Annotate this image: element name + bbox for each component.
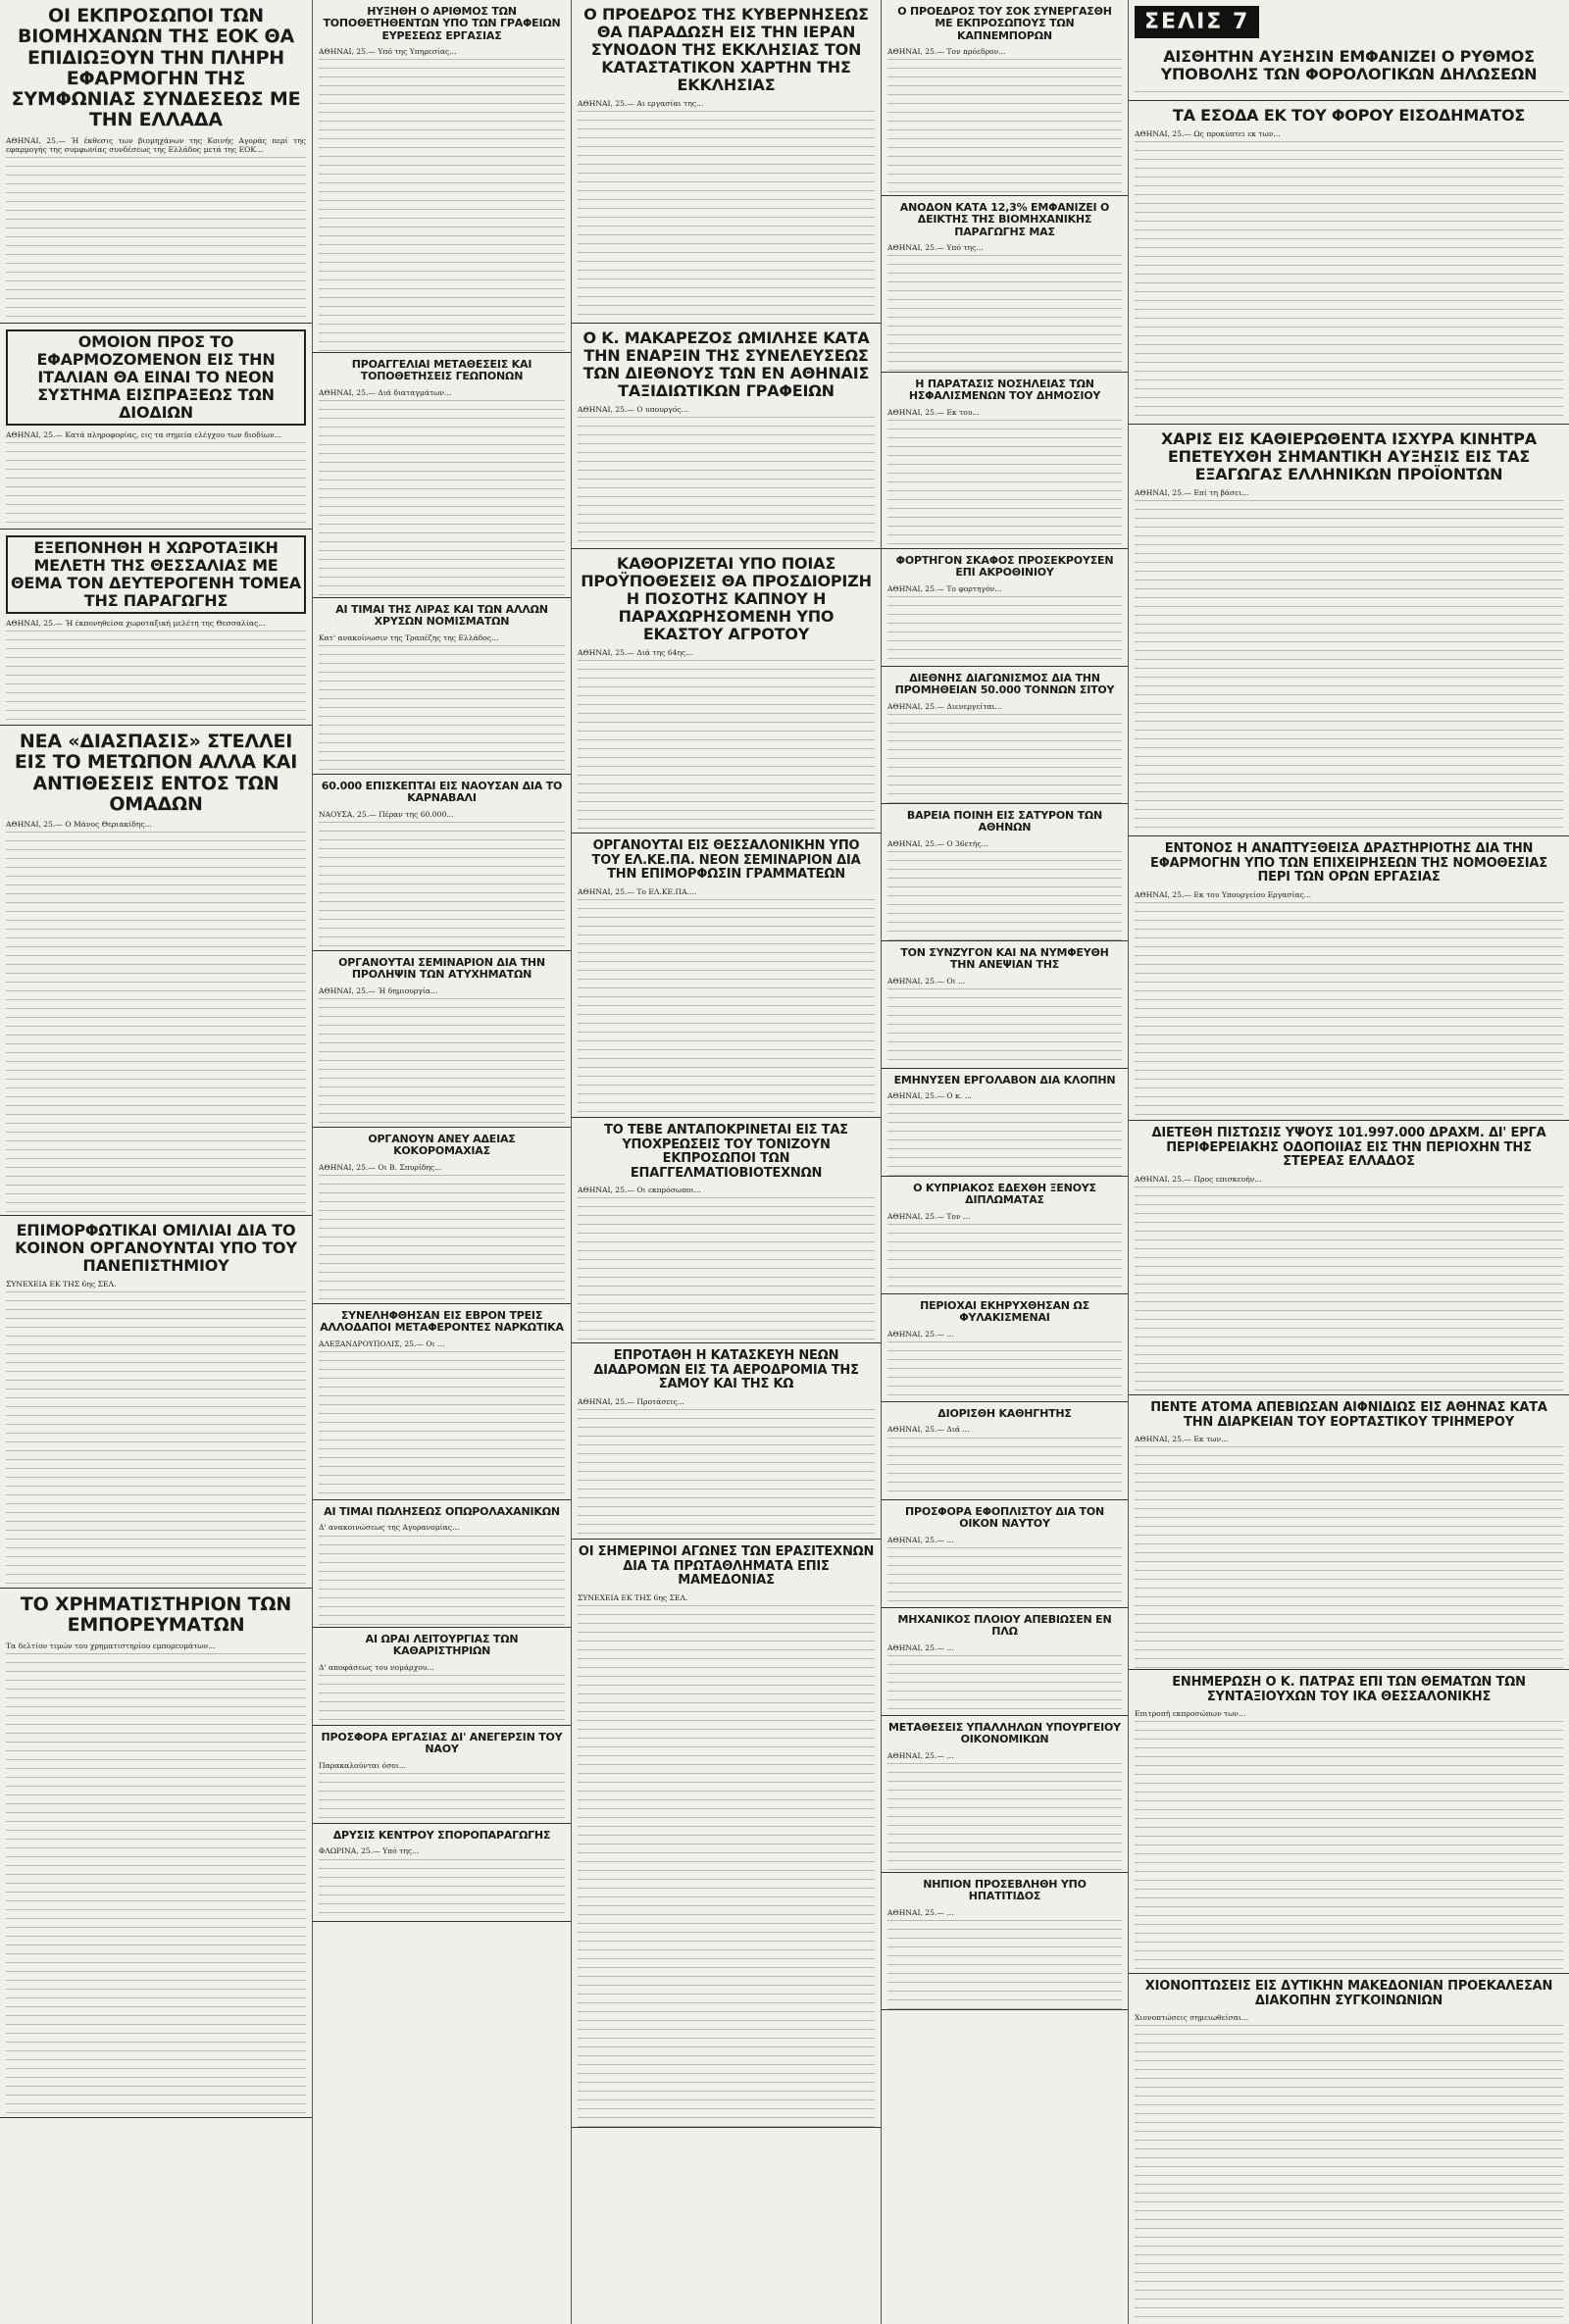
body-text-lines — [578, 1406, 875, 1540]
body-text-lines — [6, 1288, 306, 1589]
news-article — [313, 1500, 571, 1628]
article-lead: ΑΘΗΝΑΙ, 25.— Εκ των... — [1135, 1435, 1229, 1444]
article-lead: ΑΘΗΝΑΙ, 25.— ... — [887, 1642, 954, 1652]
body-text-lines — [887, 985, 1122, 1069]
headline: 60.000 ΕΠΙΣΚΕΠΤΑΙ ΕΙΣ ΝΑΟΥΣΑΝ ΔΙΑ ΤΟ ΚΑΡΝΑΒΑΛΙ — [321, 780, 563, 805]
news-article — [572, 834, 881, 1118]
headline: ΤΟ ΤΕΒΕ ΑΝΤΑΠΟΚΡΙΝΕΤΑΙ ΕΙΣ ΤΑΣ ΥΠΟΧΡΕΩΣΕΙΣ ΤΟΥ ΤΟΝΙΖΟΥΝ ΕΚΠΡΟΣΩΠΟΙ ΤΩΝ ΕΠΑΓΓΕΛΜΑΤΙΟΒΙΟΤΕΧΝΩΝ — [604, 1123, 848, 1181]
headline: ΝΗΠΙΟΝ ΠΡΟΣΕΒΛΗΘΗ ΥΠΟ ΗΠΑΤΙΤΙΔΟΣ — [923, 1878, 1087, 1903]
body-text-lines — [319, 1770, 565, 1824]
column-1 — [0, 0, 312, 2324]
news-article — [313, 1128, 571, 1304]
article-lead: Παρακαλούνται όσοι... — [319, 1760, 407, 1770]
news-article — [1129, 42, 1569, 101]
article-lead: ΑΘΗΝΑΙ, 25.— Υπό της Υπηρεσίας... — [319, 46, 457, 56]
news-article — [882, 1716, 1128, 1873]
headline: ΠΡΟΣΦΟΡΑ ΕΦΟΠΛΙΣΤΟΥ ΔΙΑ ΤΟΝ ΟΙΚΟΝ ΝΑΥΤΟΥ — [904, 1505, 1105, 1531]
body-text-lines — [887, 1544, 1122, 1608]
news-article — [882, 1402, 1128, 1500]
body-text-lines — [887, 711, 1122, 804]
body-text-lines — [319, 642, 565, 775]
article-lead: Τα δελτίον τιμών του χρηματιστηρίου εμπορευμάτων... — [6, 1641, 216, 1650]
body-text-lines — [578, 414, 875, 549]
news-article — [572, 1343, 881, 1540]
headline: ΣΥΝΕΛΗΦΘΗΣΑΝ ΕΙΣ ΕΒΡΟΝ ΤΡΕΙΣ ΑΛΛΟΔΑΠΟΙ ΜΕΤΑΦΕΡΟΝΤΕΣ ΝΑΡΚΩΤΙΚΑ — [320, 1309, 564, 1335]
news-article — [882, 804, 1128, 941]
article-lead: ΑΘΗΝΑΙ, 25.— Τον ... — [887, 1211, 971, 1221]
headline: ΑΙ ΩΡΑΙ ΛΕΙΤΟΥΡΓΙΑΣ ΤΩΝ ΚΑΘΑΡΙΣΤΗΡΙΩΝ — [365, 1633, 519, 1658]
body-text-lines — [6, 154, 306, 324]
news-article — [572, 1118, 881, 1343]
article-lead: ΑΘΗΝΑΙ, 25.— Ή έκπονηθείσα χωροταξική μελέτη της Θεσσαλίας... — [6, 618, 266, 628]
article-lead: ΑΘΗΝΑΙ, 25.— Οι ... — [887, 976, 966, 985]
body-text-lines — [887, 417, 1122, 549]
article-lead: ΑΘΗΝΑΙ, 25.— Αι εργασίαι της... — [578, 98, 704, 108]
news-article — [0, 530, 312, 726]
headline: ΦΟΡΤΗΓΟΝ ΣΚΑΦΟΣ ΠΡΟΣΕΚΡΟΥΣΕΝ ΕΠΙ ΑΚΡΟΘΙΝΙΟΥ — [895, 554, 1114, 580]
headline: ΟΡΓΑΝΟΥΤΑΙ ΣΕΜΙΝΑΡΙΟΝ ΔΙΑ ΤΗΝ ΠΡΟΛΗΨΙΝ ΤΩΝ ΑΤΥΧΗΜΑΤΩΝ — [338, 956, 545, 982]
body-text-lines — [319, 1533, 565, 1628]
news-article — [313, 598, 571, 775]
body-text-lines — [887, 252, 1122, 373]
body-text-lines — [887, 593, 1122, 667]
headline: ΜΗΧΑΝΙΚΟΣ ΠΛΟΙΟΥ ΑΠΕΒΙΩΣΕΝ ΕΝ ΠΛΩ — [897, 1613, 1112, 1639]
body-text-lines — [887, 56, 1122, 196]
news-article — [882, 373, 1128, 549]
article-lead: ΑΘΗΝΑΙ, 25.— ... — [887, 1329, 954, 1339]
headline: ΕΞΕΠΟΝΗΘΗ Η ΧΩΡΟΤΑΞΙΚΗ ΜΕΛΕΤΗ ΤΗΣ ΘΕΣΣΑΛΙΑΣ ΜΕ ΘΕΜΑ ΤΟΝ ΔΕΥΤΕΡΟΓΕΝΗ ΤΟΜΕΑ ΤΗΣ ΠΑΡΑΓΩΓΗΣ — [6, 535, 306, 614]
news-article — [1129, 836, 1569, 1121]
headline: ΜΕΤΑΘΕΣΕΙΣ ΥΠΑΛΛΗΛΩΝ ΥΠΟΥΡΓΕΙΟΥ ΟΙΚΟΝΟΜΙΚΩΝ — [888, 1721, 1121, 1746]
body-text-lines — [6, 1650, 306, 2118]
article-lead: ΑΘΗΝΑΙ, 25.— ... — [887, 1535, 954, 1544]
news-article — [0, 0, 312, 324]
headline: ΠΕΡΙΟΧΑΙ ΕΚΗΡΥΧΘΗΣΑΝ ΩΣ ΦΥΛΑΚΙΣΜΕΝΑΙ — [920, 1299, 1089, 1325]
news-article — [882, 196, 1128, 373]
body-text-lines — [6, 829, 306, 1216]
body-text-lines — [319, 1172, 565, 1304]
article-lead: ΑΘΗΝΑΙ, 25.— Υπό της... — [887, 242, 984, 252]
headline: ΕΠΡΟΤΑΘΗ Η ΚΑΤΑΣΚΕΥΗ ΝΕΩΝ ΔΙΑΔΡΟΜΩΝ ΕΙΣ ΤΑ ΑΕΡΟΔΡΟΜΙΑ ΤΗΣ ΣΑΜΟΥ ΚΑΙ ΤΗΣ ΚΩ — [593, 1348, 859, 1392]
news-article — [572, 0, 881, 324]
headline: ΑΙ ΤΙΜΑΙ ΤΗΣ ΛΙΡΑΣ ΚΑΙ ΤΩΝ ΑΛΛΩΝ ΧΡΥΣΩΝ ΝΟΜΙΣΜΑΤΩΝ — [335, 603, 548, 629]
news-article — [882, 1500, 1128, 1608]
headline: ΚΑΘΟΡΙΖΕΤΑΙ ΥΠΟ ΠΟΙΑΣ ΠΡΟΫΠΟΘΕΣΕΙΣ ΘΑ ΠΡΟΣΔΙΟΡΙΖΗ Η ΠΟΣΟΤΗΣ ΚΑΠΝΟΥ Η ΠΑΡΑΧΩΡΗΣΟΜΕΝΗ ΥΠΟ ΕΚΑΣΤΟΥ ΑΓΡΟΤΟΥ — [581, 554, 872, 643]
headline: ΠΡΟΣΦΟΡΑ ΕΡΓΑΣΙΑΣ ΔΙ' ΑΝΕΓΕΡΣΙΝ ΤΟΥ ΝΑΟΥ — [321, 1731, 563, 1756]
body-text-lines — [887, 1652, 1122, 1716]
headline: ΑΙ ΤΙΜΑΙ ΠΩΛΗΣΕΩΣ ΟΠΩΡΟΛΑΧΑΝΙΚΩΝ — [324, 1505, 560, 1518]
article-lead: ΑΘΗΝΑΙ, 25.— Προτάσεις... — [578, 1396, 684, 1406]
news-article — [882, 0, 1128, 196]
body-text-lines — [887, 1760, 1122, 1873]
body-text-lines — [319, 1672, 565, 1726]
headline: Ο ΠΡΟΕΔΡΟΣ ΤΗΣ ΚΥΒΕΡΝΗΣΕΩΣ ΘΑ ΠΑΡΑΔΩΣΗ ΕΙΣ ΤΗΝ ΙΕΡΑΝ ΣΥΝΟΔΟΝ ΤΗΣ ΕΚΚΛΗΣΙΑΣ ΤΟΝ ΚΑΤΑΣΤΑΤΙΚΟΝ ΧΑΡΤΗΝ ΤΗΣ ΕΚΚΛΗΣΙΑΣ — [583, 5, 869, 94]
body-text-lines — [887, 1221, 1122, 1294]
headline: ΗΥΞΗΘΗ Ο ΑΡΙΘΜΟΣ ΤΩΝ ΤΟΠΟΘΕΤΗΘΕΝΤΩΝ ΥΠΟ ΤΩΝ ΓΡΑΦΕΙΩΝ ΕΥΡΕΣΕΩΣ ΕΡΓΑΣΙΑΣ — [323, 5, 561, 42]
news-article — [1129, 1670, 1569, 1974]
article-lead: ΣΥΝΕΧΕΙΑ ΕΚ ΤΗΣ 6ης ΣΕΛ. — [6, 1279, 117, 1288]
headline: ΟΙ ΕΚΠΡΟΣΩΠΟΙ ΤΩΝ ΒΙΟΜΗΧΑΝΩΝ ΤΗΣ ΕΟΚ ΘΑ ΕΠΙΔΙΩΞΟΥΝ ΤΗΝ ΠΛΗΡΗ ΕΦΑΡΜΟΓΗΝ ΤΗΣ ΣΥΜΦΩΝΙΑΣ ΣΥΝΔΕΣΕΩΣ ΜΕ ΤΗΝ ΕΛΛΑΔΑ — [11, 5, 301, 131]
body-text-lines — [887, 848, 1122, 941]
news-article — [882, 1294, 1128, 1402]
headline: ΟΡΓΑΝΟΥΝ ΑΝΕΥ ΑΔΕΙΑΣ ΚΟΚΟΡΟΜΑΧΙΑΣ — [368, 1133, 516, 1158]
article-lead: ΑΘΗΝΑΙ, 25.— Οι εκπρόσωποι... — [578, 1186, 701, 1195]
headline: ΟΡΓΑΝΟΥΤΑΙ ΕΙΣ ΘΕΣΣΑΛΟΝΙΚΗΝ ΥΠΟ ΤΟΥ ΕΛ.ΚΕ.ΠΑ. ΝΕΟΝ ΣΕΜΙΝΑΡΙΟΝ ΔΙΑ ΤΗΝ ΕΠΙΜΟΡΦΩΣΙΝ ΓΡΑΜΜΑΤΕΩΝ — [591, 838, 861, 883]
body-text-lines — [319, 995, 565, 1128]
news-article — [313, 0, 571, 353]
article-lead: ΑΘΗΝΑΙ, 25.— Το φορτηγόν... — [887, 583, 1002, 593]
article-lead: ΑΘΗΝΑΙ, 25.— Ο 36ετής... — [887, 838, 988, 848]
body-text-lines — [319, 819, 565, 951]
news-article — [0, 1216, 312, 1589]
news-article — [0, 1589, 312, 2118]
body-text-lines — [319, 1348, 565, 1500]
body-text-lines — [1135, 497, 1563, 836]
article-lead: ΑΘΗΝΑΙ, 25.— Διενεργείται... — [887, 701, 1002, 711]
column-4 — [882, 0, 1128, 2324]
body-text-lines — [1135, 1184, 1563, 1395]
headline: ΕΝΤΟΝΟΣ Η ΑΝΑΠΤΥΞΘΕΙΣΑ ΔΡΑΣΤΗΡΙΟΤΗΣ ΔΙΑ ΤΗΝ ΕΦΑΡΜΟΓΗΝ ΥΠΟ ΤΩΝ ΕΠΙΧΕΙΡΗΣΕΩΝ ΤΗΣ ΝΟΜΟΘΕΣΙΑΣ ΠΕΡΙ ΤΩΝ ΟΡΩΝ ΕΡΓΑΣΙΑΣ — [1150, 841, 1547, 885]
headline: ΠΕΝΤΕ ΑΤΟΜΑ ΑΠΕΒΙΩΣΑΝ ΑΙΦΝΙΔΙΩΣ ΕΙΣ ΑΘΗΝΑΣ ΚΑΤΑ ΤΗΝ ΔΙΑΡΚΕΙΑΝ ΤΟΥ ΕΟΡΤΑΣΤΙΚΟΥ ΤΡΙΗΜΕΡΟΥ — [1150, 1400, 1547, 1430]
news-article — [882, 549, 1128, 667]
body-text-lines — [887, 1917, 1122, 2010]
article-lead: ΑΘΗΝΑΙ, 25.— Τον πρόεδρον... — [887, 46, 1006, 56]
body-text-lines — [319, 397, 565, 598]
news-article — [313, 1726, 571, 1824]
news-article — [0, 324, 312, 530]
body-text-lines — [887, 1339, 1122, 1402]
article-lead: ΑΘΗΝΑΙ, 25.— Εκ του Υπουργείου Εργασίας... — [1135, 889, 1312, 899]
article-lead: ΑΘΗΝΑΙ, 25.— Ο υπουργός... — [578, 404, 688, 414]
news-article — [1129, 101, 1569, 425]
news-article — [313, 1628, 571, 1726]
news-article — [0, 726, 312, 1216]
body-text-lines — [1135, 2022, 1563, 2324]
article-lead: ΑΘΗΝΑΙ, 25.— Ή δημιουργία... — [319, 985, 438, 995]
headline: ΠΡΟΑΓΓΕΛΙΑΙ ΜΕΤΑΘΕΣΕΙΣ ΚΑΙ ΤΟΠΟΘΕΤΗΣΕΙΣ ΓΕΩΠΟΝΩΝ — [351, 358, 532, 383]
article-lead: ΑΘΗΝΑΙ, 25.— ... — [887, 1907, 954, 1917]
body-text-lines — [578, 657, 875, 834]
news-article — [1129, 425, 1569, 836]
news-article — [882, 667, 1128, 804]
body-text-lines — [1135, 1443, 1563, 1670]
headline: ΔΡΥΣΙΣ ΚΕΝΤΡΟΥ ΣΠΟΡΟΠΑΡΑΓΩΓΗΣ — [332, 1829, 551, 1842]
article-lead: ΑΘΗΝΑΙ, 25.— Οι Β. Σπυρίδης... — [319, 1162, 442, 1172]
column-2 — [313, 0, 571, 2324]
headline: ΧΑΡΙΣ ΕΙΣ ΚΑΘΙΕΡΩΘΕΝΤΑ ΙΣΧΥΡΑ ΚΙΝΗΤΡΑ ΕΠΕΤΕΥΧΘΗ ΣΗΜΑΝΤΙΚΗ ΑΥΞΗΣΙΣ ΕΙΣ ΤΑΣ ΕΞΑΓΩΓΑΣ ΕΛΛΗΝΙΚΩΝ ΠΡΟΪΟΝΤΩΝ — [1161, 429, 1537, 483]
body-text-lines — [1135, 88, 1563, 101]
body-text-lines — [1135, 138, 1563, 425]
article-lead: ΦΛΩΡΙΝΑ, 25.— Υπό της... — [319, 1846, 420, 1856]
article-lead: ΑΘΗΝΑΙ, 25.— Επί τη βάσει... — [1135, 487, 1249, 497]
news-article — [313, 1304, 571, 1500]
column-5 — [1129, 0, 1569, 2324]
article-lead: ΑΘΗΝΑΙ, 25.— Προς επισκευήν... — [1135, 1174, 1262, 1184]
news-article — [1129, 1121, 1569, 1395]
article-lead: ΑΘΗΝΑΙ, 25.— Διά της 64ης... — [578, 647, 693, 657]
headline: ΔΙΕΤΕΘΗ ΠΙΣΤΩΣΙΣ ΥΨΟΥΣ 101.997.000 ΔΡΑΧΜ. ΔΙ' ΕΡΓΑ ΠΕΡΙΦΕΡΕΙΑΚΗΣ ΟΔΟΠΟΙΙΑΣ ΕΙΣ ΤΗΝ ΠΕΡΙΟΧΗΝ ΤΗΣ ΣΤΕΡΕΑΣ ΕΛΛΑΔΟΣ — [1151, 1126, 1546, 1170]
headline: ΕΜΗΝΥΣΕΝ ΕΡΓΟΛΑΒΟΝ ΔΙΑ ΚΛΟΠΗΝ — [893, 1074, 1116, 1086]
article-lead: ΑΘΗΝΑΙ, 25.— ... — [887, 1750, 954, 1760]
body-text-lines — [578, 1194, 875, 1343]
article-lead: ΑΛΕΞΑΝΔΡΟΥΠΟΛΙΣ, 25.— Οι ... — [319, 1339, 445, 1348]
headline: ΑΝΟΔΟΝ ΚΑΤΑ 12,3% ΕΜΦΑΝΙΖΕΙ Ο ΔΕΙΚΤΗΣ ΤΗΣ ΒΙΟΜΗΧΑΝΙΚΗΣ ΠΑΡΑΓΩΓΗΣ ΜΑΣ — [899, 201, 1110, 238]
headline: ΔΙΟΡΙΣΘΗ ΚΑΘΗΓΗΤΗΣ — [937, 1407, 1072, 1420]
news-article — [882, 941, 1128, 1069]
headline: ΟΙ ΣΗΜΕΡΙΝΟΙ ΑΓΩΝΕΣ ΤΩΝ ΕΡΑΣΙΤΕΧΝΩΝ ΔΙΑ ΤΑ ΠΡΩΤΑΘΛΗΜΑΤΑ ΕΠΙΣ ΜΑΜΕΔΟΝΙΑΣ — [578, 1544, 875, 1589]
headline: ΕΠΙΜΟΡΦΩΤΙΚΑΙ ΟΜΙΛΙΑΙ ΔΙΑ ΤΟ ΚΟΙΝΟΝ ΟΡΓΑΝΟΥΝΤΑΙ ΥΠΟ ΤΟΥ ΠΑΝΕΠΙΣΤΗΜΙΟΥ — [15, 1221, 297, 1275]
body-text-lines — [1135, 899, 1563, 1121]
news-article — [1129, 1395, 1569, 1670]
column-3 — [572, 0, 881, 2324]
headline: ΒΑΡΕΙΑ ΠΟΙΝΗ ΕΙΣ ΣΑΤΥΡΟΝ ΤΩΝ ΑΘΗΝΩΝ — [906, 809, 1103, 834]
body-text-lines — [6, 628, 306, 726]
news-article — [882, 1873, 1128, 2010]
news-article — [882, 1069, 1128, 1177]
article-lead: Επιτροπή εκπροσώπων των... — [1135, 1709, 1246, 1719]
news-article — [882, 1608, 1128, 1716]
headline: Ο ΚΥΠΡΙΑΚΟΣ ΕΔΕΧΘΗ ΞΕΝΟΥΣ ΔΙΠΛΩΜΑΤΑΣ — [913, 1182, 1096, 1207]
headline: Η ΠΑΡΑΤΑΣΙΣ ΝΟΣΗΛΕΙΑΣ ΤΩΝ ΗΣΦΑΛΙΣΜΕΝΩΝ ΤΟΥ ΔΗΜΟΣΙΟΥ — [908, 378, 1101, 403]
article-lead: ΑΘΗΝΑΙ, 25.— Κατά πληροφορίας, εις τα σημεία ελέγχου των διοδίων... — [6, 429, 281, 439]
body-text-lines — [578, 896, 875, 1118]
body-text-lines — [319, 1856, 565, 1922]
article-lead: Δ' ανακοινώσεως της Αγορανομίας... — [319, 1523, 460, 1533]
headline: ΝΕΑ «ΔΙΑΣΠΑΣΙΣ» ΣΤΕΛΛΕΙ ΕΙΣ ΤΟ ΜΕΤΩΠΟΝ ΑΛΛΑ ΚΑΙ ΑΝΤΙΘΕΣΕΙΣ ΕΝΤΟΣ ΤΩΝ ΟΜΑΔΩΝ — [14, 731, 298, 815]
news-article — [1129, 1974, 1569, 2324]
headline: Ο ΠΡΟΕΔΡΟΣ ΤΟΥ ΣΟΚ ΣΥΝΕΡΓΑΣΘΗ ΜΕ ΕΚΠΡΟΣΩΠΟΥΣ ΤΩΝ ΚΑΠΝΕΜΠΟΡΩΝ — [897, 5, 1112, 42]
headline: ΤΑ ΕΣΟΔΑ ΕΚ ΤΟΥ ΦΟΡΟΥ ΕΙΣΟΔΗΜΑΤΟΣ — [1172, 106, 1526, 125]
headline: ΔΙΕΘΝΗΣ ΔΙΑΓΩΝΙΣΜΟΣ ΔΙΑ ΤΗΝ ΠΡΟΜΗΘΕΙΑΝ 50.000 ΤΟΝΝΩΝ ΣΙΤΟΥ — [894, 672, 1115, 697]
article-lead: ΑΘΗΝΑΙ, 25.— Διά διαταγμάτων... — [319, 387, 452, 397]
headline: ΧΙΟΝΟΠΤΩΣΕΙΣ ΕΙΣ ΔΥΤΙΚΗΝ ΜΑΚΕΔΟΝΙΑΝ ΠΡΟΕΚΑΛΕΣΑΝ ΔΙΑΚΟΠΗΝ ΣΥΓΚΟΙΝΩΝΙΩΝ — [1144, 1979, 1553, 2008]
headline: ΕΝΗΜΕΡΩΣΗ Ο Κ. ΠΑΤΡΑΣ ΕΠΙ ΤΩΝ ΘΕΜΑΤΩΝ ΤΩΝ ΣΥΝΤΑΞΙΟΥΧΩΝ ΤΟΥ ΙΚΑ ΘΕΣΣΑΛΟΝΙΚΗΣ — [1172, 1675, 1526, 1704]
article-lead: Χιονοπτώσεις σημειωθείσαι... — [1135, 2013, 1249, 2023]
news-article — [313, 353, 571, 598]
news-article — [572, 1540, 881, 2128]
body-text-lines — [319, 56, 565, 353]
news-article — [882, 1177, 1128, 1294]
article-lead: ΝΑΟΥΣΑ, 25.— Πέραν της 60.000... — [319, 809, 454, 819]
news-article — [572, 549, 881, 834]
headline: Ο Κ. ΜΑΚΑΡΕΖΟΣ ΩΜΙΛΗΣΕ ΚΑΤΑ ΤΗΝ ΕΝΑΡΞΙΝ ΤΗΣ ΣΥΝΕΛΕΥΣΕΩΣ ΤΩΝ ΔΙΕΘΝΟΥΣ ΤΩΝ ΕΝ ΑΘΗΝΑΙΣ ΤΑΞΙΔΙΩΤΙΚΩΝ ΓΡΑΦΕΙΩΝ — [582, 328, 870, 400]
news-article — [313, 1824, 571, 1922]
article-lead: ΣΥΝΕΧΕΙΑ ΕΚ ΤΗΣ 6ης ΣΕΛ. — [578, 1592, 688, 1602]
body-text-lines — [6, 439, 306, 530]
headline: ΤΟ ΧΡΗΜΑΤΙΣΤΗΡΙΟΝ ΤΩΝ ΕΜΠΟΡΕΥΜΑΤΩΝ — [20, 1593, 292, 1637]
masthead: ΣΕΛΙΣ 7 — [1135, 6, 1259, 38]
article-lead: ΑΘΗΝΑΙ, 25.— Ως προκύπτει εκ των... — [1135, 128, 1281, 138]
article-lead: ΑΘΗΝΑΙ, 25.— Ή έκθεσις των βιομηχάνων της Κοινής Αγοράς περί της εφαρμογής της συμφωνίας συνδέσεως της Ελλάδος μετά της ΕΟΚ... — [6, 135, 306, 154]
body-text-lines — [578, 108, 875, 324]
news-article — [313, 775, 571, 951]
news-article — [572, 324, 881, 549]
article-lead: Δ' αποφάσεως του νομάρχου... — [319, 1662, 434, 1672]
article-lead: ΑΘΗΝΑΙ, 25.— Ο Μάνος Θεριακίδης... — [6, 820, 152, 830]
article-lead: ΑΘΗΝΑΙ, 25.— Διά ... — [887, 1425, 970, 1435]
headline: ΟΜΟΙΟΝ ΠΡΟΣ ΤΟ ΕΦΑΡΜΟΖΟΜΕΝΟΝ ΕΙΣ ΤΗΝ ΙΤΑΛΙΑΝ ΘΑ ΕΙΝΑΙ ΤΟ ΝΕΟΝ ΣΥΣΤΗΜΑ ΕΙΣΠΡΑΞΕΩΣ ΤΩΝ ΔΙΟΔΙΩΝ — [6, 329, 306, 426]
headline: ΑΙΣΘΗΤΗΝ ΑΥΞΗΣΙΝ ΕΜΦΑΝΙΖΕΙ Ο ΡΥΘΜΟΣ ΥΠΟΒΟΛΗΣ ΤΩΝ ΦΟΡΟΛΟΓΙΚΩΝ ΔΗΛΩΣΕΩΝ — [1160, 47, 1538, 83]
body-text-lines — [887, 1435, 1122, 1500]
body-text-lines — [578, 1602, 875, 2128]
headline: ΤΟΝ ΣΥΝΖΥΓΟΝ ΚΑΙ ΝΑ ΝΥΜΦΕΥΘΗ ΤΗΝ ΑΝΕΨΙΑΝ ΤΗΣ — [900, 946, 1109, 972]
news-article — [313, 951, 571, 1128]
article-lead: ΑΘΗΝΑΙ, 25.— Το ΕΛ.ΚΕ.ΠΑ.... — [578, 886, 697, 896]
article-lead: Κατ' ανακοίνωσιν της Τραπέζης της Ελλάδος... — [319, 632, 499, 642]
article-lead: ΑΘΗΝΑΙ, 25.— Ο κ. ... — [887, 1091, 972, 1101]
body-text-lines — [1135, 1718, 1563, 1974]
article-lead: ΑΘΗΝΑΙ, 25.— Εκ του... — [887, 407, 980, 417]
body-text-lines — [887, 1101, 1122, 1177]
